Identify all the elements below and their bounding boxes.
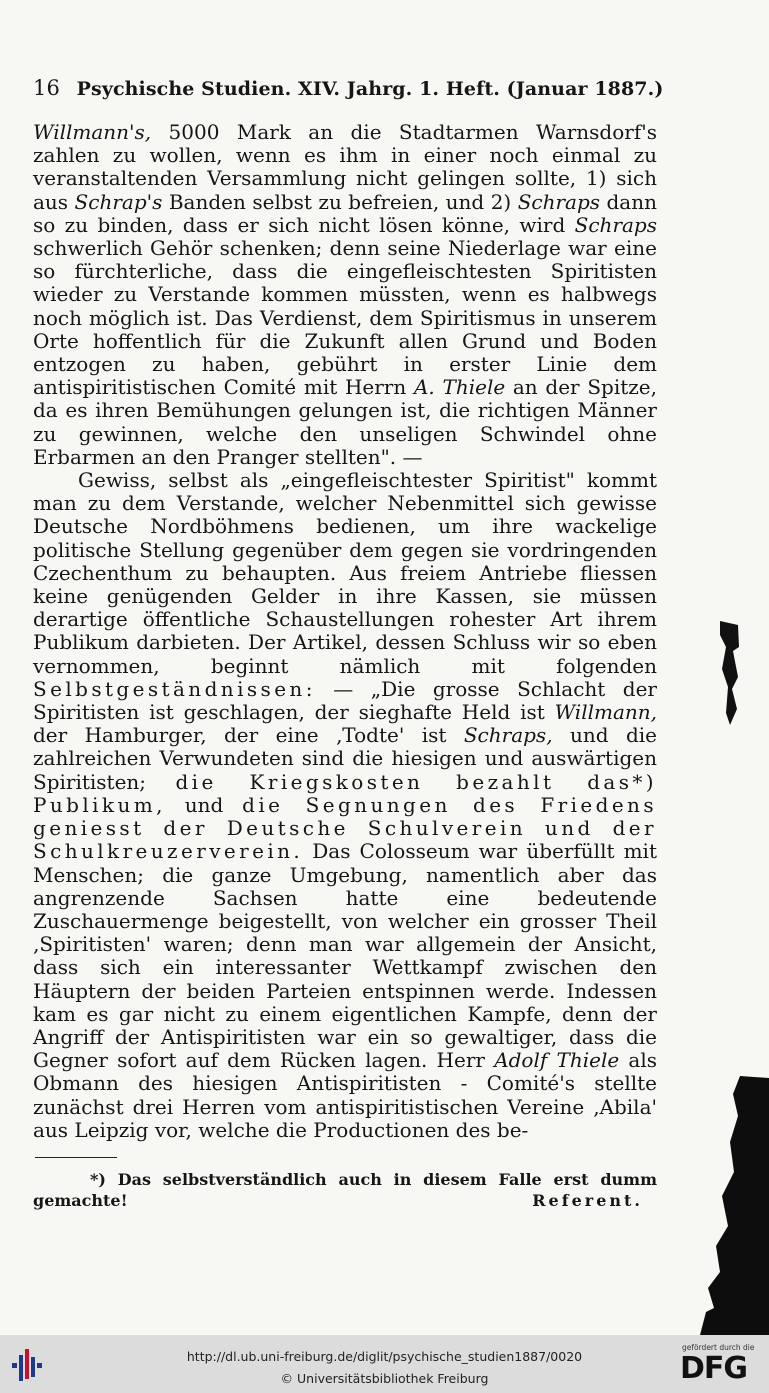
paragraph-2 (33, 469, 657, 1142)
text-run: Gewiss, selbst als „eingefleischtester Spiritist" kommt man zu dem Verstande, welcher Nebenmittel sich gewisse Deutsche Nordböhmens bedienen, um ihre wackelige politische Stellung gegenüber dem gegen sie vordringenden Czechenthum zu behaupten. Aus freiem Antriebe fliessen keine genügenden Gelder in ihre Kassen, sie müssen derartige öffentliche Schaustellungen rohester Art ihrem Publikum darbieten. Der Artikel, dessen Schluss wir so eben vernommen, beginnt nämlich mit folgenden (33, 468, 657, 678)
running-title: Psychische Studien. XIV. Jahrg. 1. Heft. (Januar 1887.) (76, 78, 664, 100)
footnote-rule (35, 1157, 117, 1158)
text-run: und die zahlreichen Verwundeten sind die hiesigen und auswärtigen Spiritisten; (33, 723, 657, 794)
running-header (33, 76, 663, 100)
text-run: und (165, 792, 243, 817)
text-run: an der Spitze, da es ihren Bemühungen gelungen ist, die richtigen Männer zu gewinnen, welche den unseligen Schwindel ohne Erbarmen an den Pranger stellten". — (33, 375, 657, 469)
source-url-link[interactable]: http://dl.ub.uni-freiburg.de/diglit/psychische_studien1887/0020 (186, 1349, 583, 1364)
text-run: schwerlich Gehör schenken; denn seine Niederlage war eine so fürchterliche, dass die eingefleischtesten Spiritisten wieder zu Verstande kommen müssten, wenn es halbwegs noch möglich ist. Das Verdienst, dem Spiritismus in unserem Orte hoffentlich für die Zukunft allen Grund und Boden entzogen zu haben, gebührt in erster Linie dem antispiritistischen Comité mit Herrn (33, 236, 657, 400)
name-thiele: A. Thiele (413, 375, 506, 400)
name-willmann: Willmann, (554, 700, 657, 725)
name-schraps: Schraps, (463, 723, 553, 748)
text-run: Das Colosseum war überfüllt mit Menschen; die ganze Umgebung, namentlich aber das angrenzende Sachsen hatte eine bedeutende Zuschauermenge beigestellt, von welcher ein grosser Theil ‚Spiritisten' waren; denn man war allgemein der Ansicht, dass sich ein interessanter Wettkampf zwischen den Häuptern der beiden Parteien entspinnen werde. Indessen kam es gar nicht zu einem eigentlichen Kampfe, denn der Angriff der Antispiritisten war ein so gewaltiger, dass die Gegner sofort auf dem Rücken lagen. Herr (33, 839, 657, 1073)
footer-bar (0, 1335, 769, 1393)
text-run: der Hamburger, der eine ‚Todte' ist (33, 723, 464, 748)
text-run: 5000 Mark an die Stadtarmen Warnsdorf's zahlen zu wollen, wenn es ihm in einer noch einmal zu veranstaltenden Versammlung nicht gelingen sollte, 1) sich aus (33, 120, 657, 214)
name-schraps: Schraps (574, 212, 657, 237)
text-run: dann so zu binden, dass er sich nicht lösen könne, wird (33, 189, 657, 237)
footnote-text: *) Das selbstverständlich auch in diesem Falle erst dumm gemachte! (33, 1170, 657, 1210)
spaced-emphasis: die Segnungen des Friedens geniesst der Deutsche Schulverein und der Schulkreuzerverein. (33, 792, 657, 864)
name-schrap: Schrap's (74, 189, 163, 214)
spaced-emphasis: die Kriegskosten bezahlt das*) Publikum, (33, 769, 657, 817)
name-willmann: Willmann's, (33, 120, 152, 144)
scan-edge-mark (718, 617, 740, 727)
dfg-caption: gefördert durch die (682, 1343, 755, 1352)
spaced-emphasis: Selbstgeständnissen: (33, 676, 316, 701)
footnote-referent: Referent. (532, 1191, 643, 1210)
footnote (33, 1169, 657, 1211)
copyright-notice: © Universitätsbibliothek Freiburg (280, 1371, 489, 1386)
name-schraps: Schraps (517, 189, 601, 214)
body-text (33, 121, 657, 1142)
text-run: als Obmann des hiesigen Antispiritisten - Comité's stellte zunächst drei Herren vom antispiritistischen Vereine ‚Abila' aus Leipzig vor, welche die Productionen des be- (33, 1048, 657, 1142)
paragraph-1 (33, 121, 657, 469)
dfg-logo: DFG (680, 1351, 748, 1386)
scan-shadow (700, 1076, 769, 1335)
name-adolf-thiele: Adolf Thiele (494, 1048, 620, 1073)
page-number: 16 (33, 76, 60, 100)
text-run: — „Die grosse Schlacht der Spiritisten ist geschlagen, der sieghafte Held ist (33, 676, 657, 725)
text-run: Banden selbst zu befreien, und 2) (162, 189, 518, 214)
